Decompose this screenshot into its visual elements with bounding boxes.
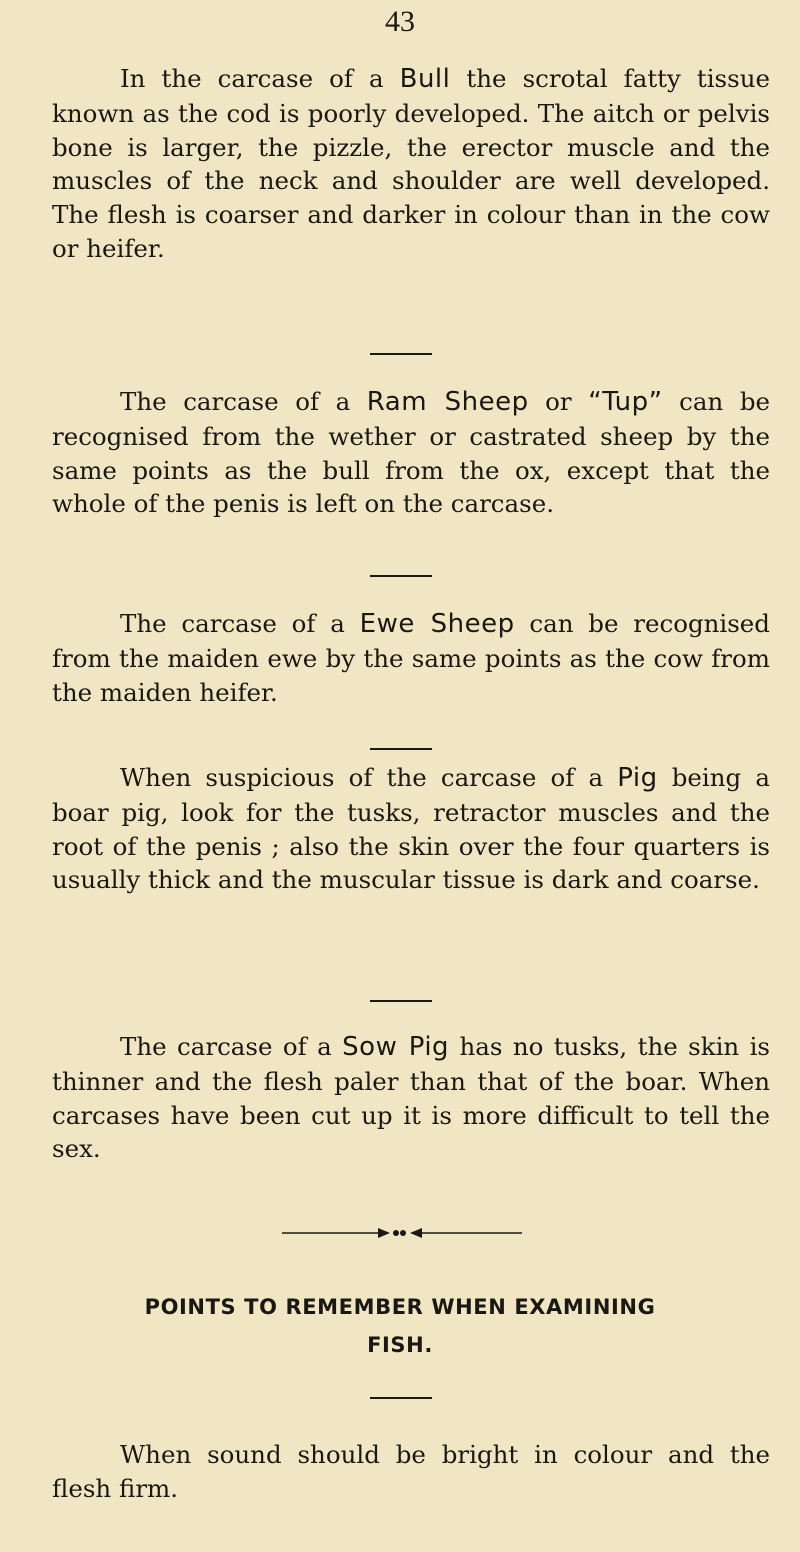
- page-number: 43: [385, 5, 415, 38]
- section-divider: [370, 748, 432, 750]
- paragraph-text: The carcase of a: [120, 387, 367, 416]
- paragraph-text: can be recognised from the maiden ewe by the same points as the cow from the maiden heifer.: [52, 609, 770, 707]
- section-divider: [370, 353, 432, 355]
- section-divider: [370, 575, 432, 577]
- paragraph-text: When sound should be bright in colour and the flesh firm.: [52, 1440, 770, 1503]
- section-heading: [0, 1288, 800, 1364]
- section-divider: [370, 1397, 432, 1399]
- paragraph-pig: [52, 761, 770, 897]
- keyword-pig: Pig: [617, 763, 658, 793]
- heading-line: POINTS TO REMEMBER WHEN EXAMINING: [144, 1295, 656, 1319]
- paragraph-text: The carcase of a: [120, 1032, 343, 1061]
- paragraph-fish: [52, 1438, 770, 1506]
- section-divider: [370, 1000, 432, 1002]
- keyword-sow-pig: Sow Pig: [342, 1032, 450, 1062]
- paragraph-text: the scrotal fatty tissue known as the cod is poorly developed. The aitch or pelvis bone is larger, the pizzle, the erector muscle and the muscles of the neck and shoulder are well developed. The flesh is coarser and darker in colour than in the cow or heifer.: [52, 64, 770, 263]
- paragraph-bull: [52, 62, 770, 266]
- paragraph-text: can be recognised from the wether or castrated sheep by the same points as the bull from the ox, except that the whole of the penis is left on the carcase.: [52, 387, 771, 519]
- paragraph-ram-sheep: [52, 385, 770, 521]
- paragraph-ewe-sheep: [52, 607, 770, 709]
- paragraph-text: or: [528, 387, 589, 416]
- paragraph-text: The carcase of a: [120, 609, 360, 638]
- heading-line: FISH.: [367, 1333, 433, 1357]
- paragraph-text: In the carcase of a: [120, 64, 400, 93]
- keyword-ram-sheep: Ram Sheep: [366, 387, 529, 417]
- paragraph-text: has no tusks, the skin is thinner and the flesh paler than that of the boar. When carcases have been cut up it is more difficult to tell the sex.: [52, 1032, 771, 1164]
- paragraph-text: When suspicious of the carcase of a: [120, 763, 618, 792]
- ornamental-divider-icon: [282, 1225, 522, 1241]
- keyword-tup: “Tup”: [588, 387, 663, 417]
- paragraph-text: being a boar pig, look for the tusks, retractor muscles and the root of the penis ; also the skin over the four quarters is usually thick and the muscular tissue is dark and coarse.: [52, 763, 770, 895]
- paragraph-sow-pig: [52, 1030, 770, 1166]
- keyword-bull: Bull: [399, 64, 451, 94]
- keyword-ewe-sheep: Ewe Sheep: [359, 609, 515, 639]
